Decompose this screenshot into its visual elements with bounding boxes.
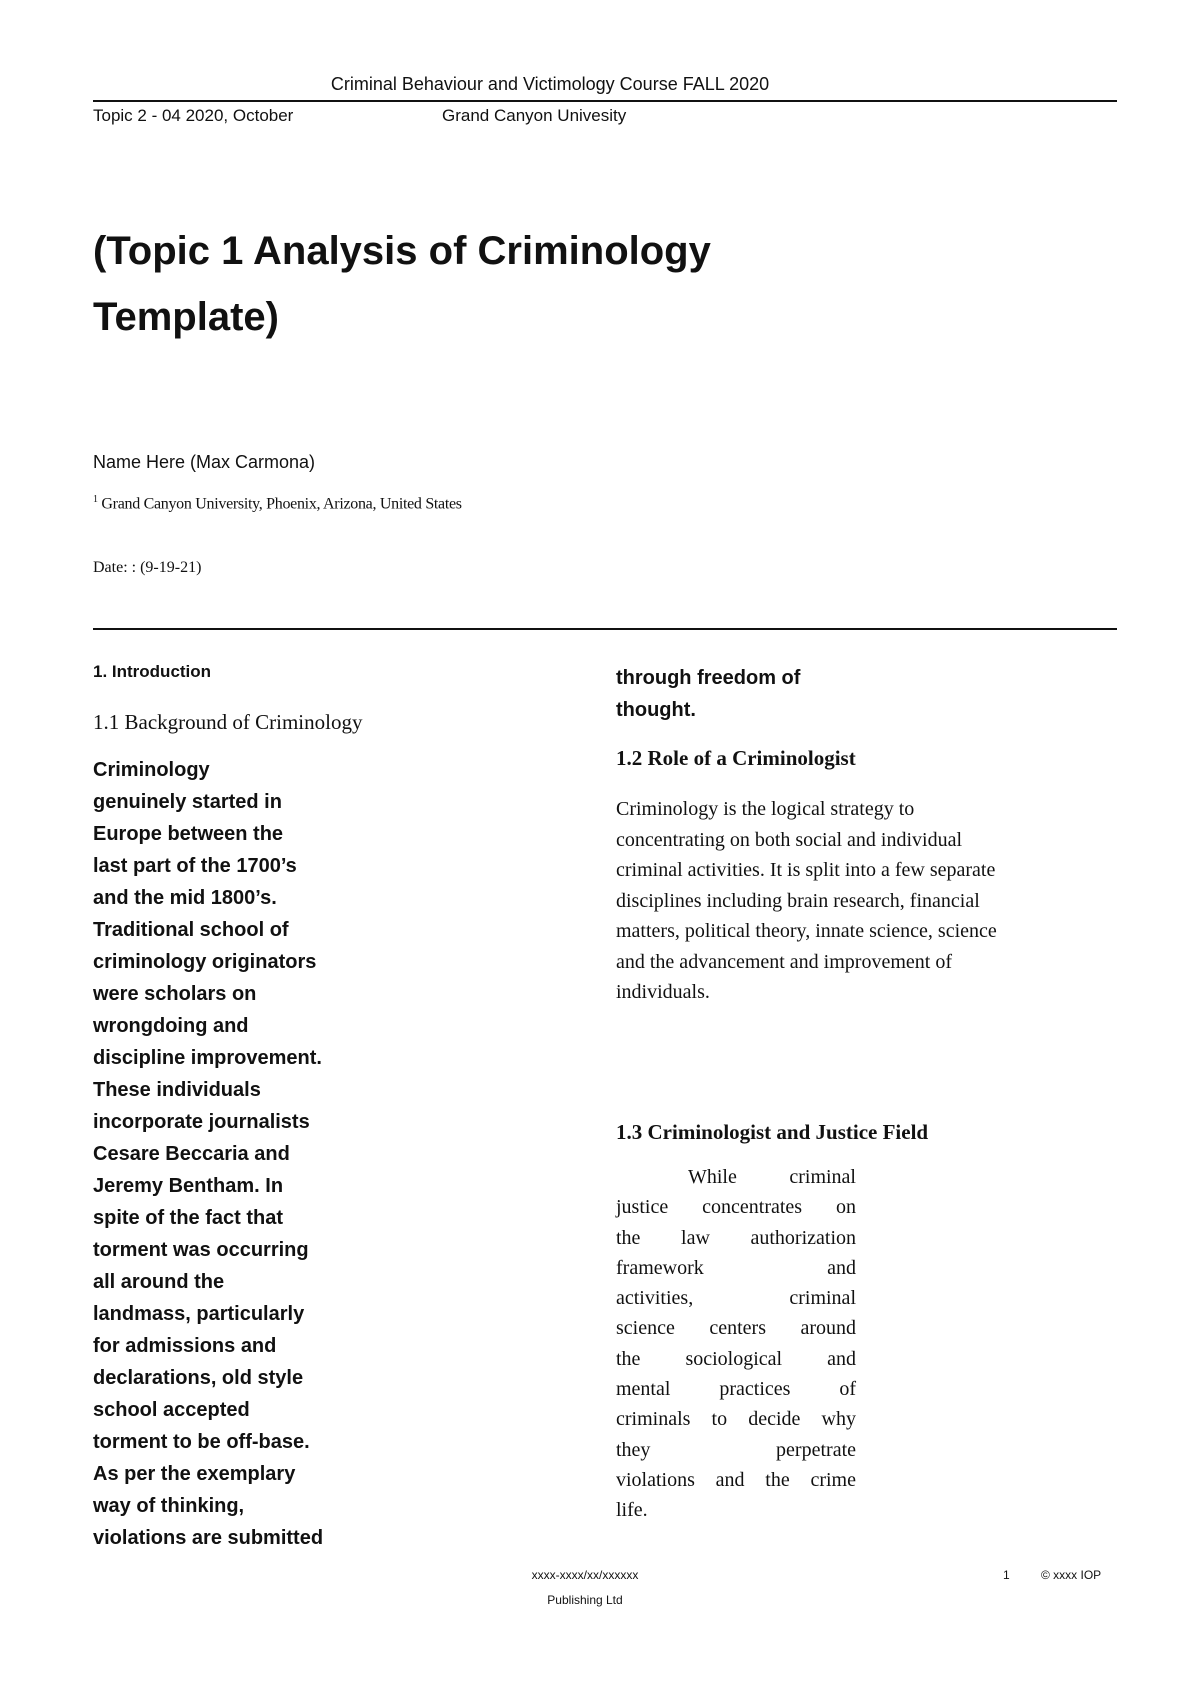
paragraph-line: mental practices of [616,1378,856,1401]
section-heading-justice-field: 1.3 Criminologist and Justice Field [616,1120,929,1144]
author-name: Name Here (Max Carmona) [93,452,316,472]
footer-article-code: xxxx-xxxx/xx/xxxxxx [531,1568,639,1582]
paragraph-line: justice concentrates on [616,1196,856,1219]
section-justice-field-body [616,1162,856,1526]
document-date: Date: : (9-19-21) [93,559,202,576]
paragraph-line: framework and [616,1256,856,1279]
paragraph-line: the law authorization [616,1226,856,1249]
title-divider [93,628,1117,630]
author-affiliation [93,494,462,513]
paragraph-line: they perpetrate [616,1438,856,1461]
section-heading-introduction: 1. Introduction [93,662,212,681]
section-background-continued: through freedom of thought. [616,667,801,721]
document-title: (Topic 1 Analysis of Criminology Template) [93,229,711,339]
footer-copyright: © xxxx IOP [1041,1568,1102,1582]
footer-page-number: 1 [1003,1568,1010,1582]
paragraph-line: the sociological and [616,1347,856,1370]
paragraph-line: science centers around [616,1317,856,1340]
paragraph-line: criminals to decide why [616,1408,856,1431]
running-header-university: Grand Canyon Univesity [442,106,627,125]
section-heading-role: 1.2 Role of a Criminologist [616,746,856,770]
affiliation-text: Grand Canyon University, Phoenix, Arizona, United States [101,495,462,513]
affiliation-marker: 1 [93,494,98,505]
header-rule [93,100,1117,102]
paragraph-line: activities, criminal [616,1287,856,1310]
section-background-body: Criminology genuinely started in Europe between the last part of the 1700’s and the mid 1800’s. Traditional school of criminology originators were scholars on wrongdoing and discipline improvement. These individuals incorporate journalists Cesare Beccaria and Jeremy Bentham. In spite of the fact that torment was occurring all around the landmass, particularly for admissions and declarations, old style school accepted torment to be off-base. As per the exemplary way of thinking, violations are submitted [93,759,324,1549]
running-header-topic-date: Topic 2 - 04 2020, October [93,106,294,125]
running-header-course: Criminal Behaviour and Victimology Course FALL 2020 [330,74,770,94]
footer-publisher: Publishing Ltd [547,1593,623,1607]
paragraph-line: violations and the crime [616,1468,856,1491]
paragraph-line: life. [616,1499,648,1522]
section-heading-background: 1.1 Background of Criminology [93,710,363,734]
section-role-body: Criminology is the logical strategy to concentrating on both social and individual criminal activities. It is split into a few separate disciplines including brain research, financial matters, political theory, innate science, science and the advancement and improvement of individuals. [616,798,997,1003]
paragraph-line: While criminal [688,1166,856,1188]
